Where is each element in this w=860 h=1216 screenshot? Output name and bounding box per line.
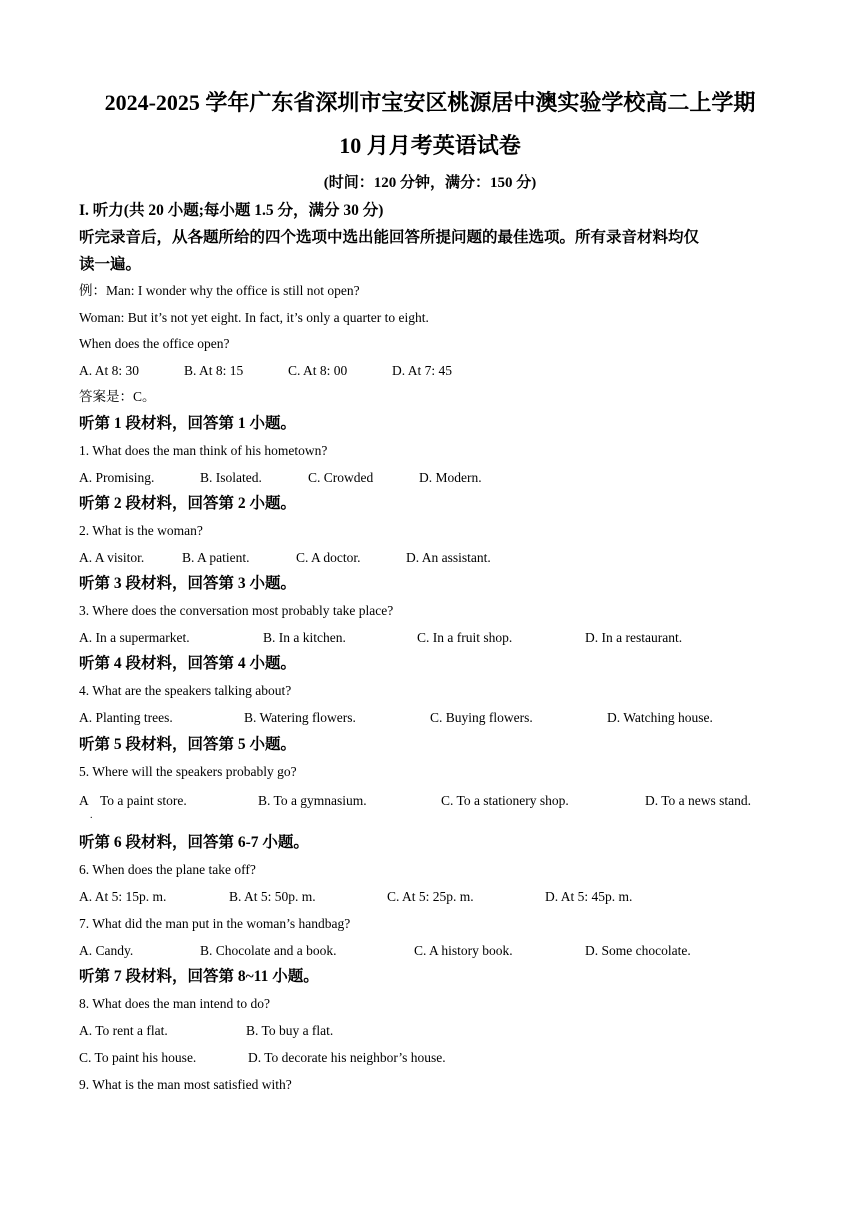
exam-title-line-2: 10 月月考英语试卷	[339, 133, 521, 158]
stray-dot-mark: .	[90, 810, 93, 821]
example-option-a: A. At 8: 30	[79, 363, 140, 378]
option-a: A. In a supermarket.	[79, 630, 190, 645]
option-a: A. Planting trees.	[79, 710, 173, 725]
question-text: 9. What is the man most satisfied with?	[79, 1077, 292, 1092]
question-text: 5. Where will the speakers probably go?	[79, 764, 297, 779]
section-heading: I. 听力(共 20 小题;每小题 1.5 分，满分 30 分)	[79, 202, 384, 219]
option-d: D. Watching house.	[607, 710, 713, 725]
instruction-line-2: 读一遍。	[79, 256, 142, 273]
option-b: B. In a kitchen.	[263, 630, 346, 645]
option-d: D. At 5: 45p. m.	[545, 889, 633, 904]
option-c: C. A history book.	[414, 943, 513, 958]
option-a: A. Candy.	[79, 943, 134, 958]
option-a: A. To rent a flat.	[79, 1023, 168, 1038]
example-option-d: D. At 7: 45	[392, 363, 453, 378]
option-c: C. To a stationery shop.	[441, 793, 569, 808]
example-option-c: C. At 8: 00	[288, 363, 348, 378]
question-text: 1. What does the man think of his hometown?	[79, 443, 328, 458]
question-text: 7. What did the man put in the woman’s handbag?	[79, 916, 351, 931]
option-d: D. To decorate his neighbor’s house.	[248, 1050, 446, 1065]
segment-heading: 听第 6 段材料，回答第 6-7 小题。	[79, 834, 309, 851]
example-question: When does the office open?	[79, 336, 230, 351]
option-a: A. At 5: 15p. m.	[79, 889, 167, 904]
option-d: D. Modern.	[419, 470, 482, 485]
option-b: B. To a gymnasium.	[258, 793, 367, 808]
example-woman: Woman: But it’s not yet eight. In fact, it’s only a quarter to eight.	[79, 310, 429, 325]
exam-title-line-1: 2024-2025 学年广东省深圳市宝安区桃源居中澳实验学校高二上学期	[104, 90, 756, 115]
option-b: B. At 5: 50p. m.	[229, 889, 316, 904]
option-a: A. Promising.	[79, 470, 155, 485]
segment-heading: 听第 4 段材料，回答第 4 小题。	[79, 655, 297, 672]
segment-heading: 听第 5 段材料，回答第 5 小题。	[79, 736, 297, 753]
option-b: B. A patient.	[182, 550, 250, 565]
example-answer: 答案是：C。	[79, 389, 156, 404]
option-a: To a paint store.	[100, 793, 187, 808]
option-b: B. Chocolate and a book.	[200, 943, 337, 958]
option-d: D. To a news stand.	[645, 793, 752, 808]
segment-heading: 听第 1 段材料，回答第 1 小题。	[79, 415, 297, 432]
question-text: 6. When does the plane take off?	[79, 862, 256, 877]
segment-heading: 听第 3 段材料，回答第 3 小题。	[79, 575, 297, 592]
option-c: C. In a fruit shop.	[417, 630, 513, 645]
option-a-letter: A	[79, 793, 89, 808]
question-text: 4. What are the speakers talking about?	[79, 683, 292, 698]
option-d: D. Some chocolate.	[585, 943, 691, 958]
segment-heading: 听第 7 段材料，回答第 8~11 小题。	[79, 968, 319, 985]
example-option-b: B. At 8: 15	[184, 363, 244, 378]
option-b: B. To buy a flat.	[246, 1023, 334, 1038]
option-d: D. An assistant.	[406, 550, 491, 565]
option-c: C. At 5: 25p. m.	[387, 889, 474, 904]
option-c: C. Buying flowers.	[430, 710, 533, 725]
instruction-line-1: 听完录音后，从各题所给的四个选项中选出能回答所提问题的最佳选项。所有录音材料均仅	[79, 229, 700, 246]
option-c: C. Crowded	[308, 470, 374, 485]
option-c: C. A doctor.	[296, 550, 361, 565]
option-a: A. A visitor.	[79, 550, 145, 565]
option-d: D. In a restaurant.	[585, 630, 683, 645]
exam-subtitle: (时间：120 分钟，满分：150 分)	[323, 175, 537, 191]
option-b: B. Isolated.	[200, 470, 262, 485]
example-man: 例：Man: I wonder why the office is still not open?	[79, 283, 360, 298]
segment-heading: 听第 2 段材料，回答第 2 小题。	[79, 495, 297, 512]
question-text: 8. What does the man intend to do?	[79, 996, 270, 1011]
option-c: C. To paint his house.	[79, 1050, 197, 1065]
question-text: 2. What is the woman?	[79, 523, 203, 538]
question-text: 3. Where does the conversation most probably take place?	[79, 603, 394, 618]
option-b: B. Watering flowers.	[244, 710, 356, 725]
